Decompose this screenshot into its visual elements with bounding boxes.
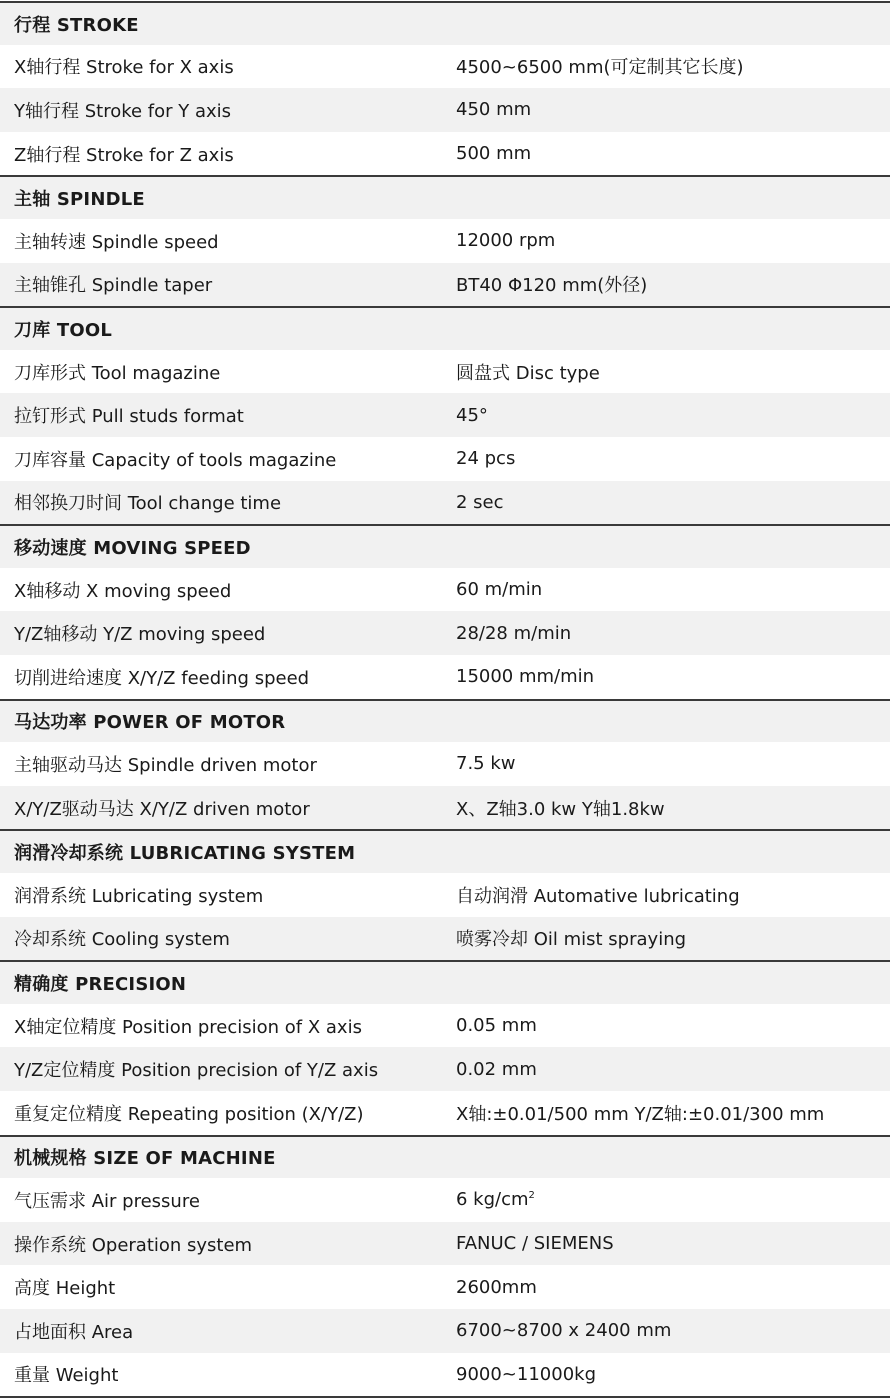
spec-value-text: 28/28 m/min [456,622,572,644]
spec-row [0,1004,890,1048]
spec-label: X轴行程 Stroke for X axis [14,57,234,79]
spec-value [456,753,516,774]
spec-row [0,88,890,132]
section-title: 行程 STROKE [14,14,139,36]
spec-value [456,579,542,600]
spec-row [0,219,890,263]
spec-value [456,448,515,469]
spec-value-text: BT40 Φ120 mm(外径) [456,275,648,297]
spec-value [456,359,600,385]
spec-value [456,230,555,251]
spec-value-text: 450 mm [456,99,532,121]
spec-value-text: 0.02 mm [456,1058,537,1080]
section-title: 精确度 PRECISION [14,973,187,995]
spec-value [456,99,531,120]
spec-label: 切削进给速度 X/Y/Z feeding speed [14,667,310,689]
spec-row [0,481,890,525]
spec-value-text: 6 kg/cm [456,1189,529,1211]
spec-row [0,655,890,699]
spec-row [0,1047,890,1091]
spec-row [0,263,890,307]
spec-value [456,53,744,79]
spec-value-text: 12000 rpm [456,230,556,252]
spec-value-text: 7.5 kw [456,753,516,775]
spec-row [0,393,890,437]
spec-row [0,1309,890,1353]
spec-label: X/Y/Z驱动马达 X/Y/Z driven motor [14,798,310,820]
spec-value [456,405,488,426]
spec-label: 拉钉形式 Pull studs format [14,406,244,428]
spec-label: Y轴行程 Stroke for Y axis [14,100,232,122]
section-title: 刀库 TOOL [14,319,113,341]
spec-value-text: 自动润滑 Automative lubricating [456,885,740,907]
spec-row [0,1178,890,1222]
spec-value [456,925,686,951]
spec-value [456,492,504,513]
section-header [0,1,890,45]
spec-value-text: 0.05 mm [456,1015,537,1037]
spec-value [456,1320,671,1341]
section-title: 主轴 SPINDLE [14,189,145,211]
spec-value [456,882,740,908]
spec-label: Y/Z轴移动 Y/Z moving speed [14,624,266,646]
spec-value-text: 喷雾冷却 Oil mist spraying [456,929,687,951]
spec-value-text: 4500~6500 mm(可定制其它长度) [456,57,744,79]
spec-value [456,1233,614,1254]
spec-label: Y/Z定位精度 Position precision of Y/Z axis [14,1060,379,1082]
spec-value-text: 2600mm [456,1276,537,1298]
spec-label: 重复定位精度 Repeating position (X/Y/Z) [14,1103,364,1125]
section-header [0,175,890,219]
spec-value [456,271,647,297]
spec-label: X轴移动 X moving speed [14,580,232,602]
section-header [0,699,890,743]
spec-label: 主轴驱动马达 Spindle driven motor [14,754,317,776]
spec-row [0,611,890,655]
spec-label: 相邻换刀时间 Tool change time [14,493,282,515]
spec-value-text: 圆盘式 Disc type [456,362,600,384]
spec-value [456,623,571,644]
spec-row [0,568,890,612]
spec-value-text: X轴:±0.01/500 mm Y/Z轴:±0.01/300 mm [456,1103,825,1125]
spec-value [456,1364,596,1385]
section-title: 马达功率 POWER OF MOTOR [14,712,286,734]
spec-label: 刀库容量 Capacity of tools magazine [14,449,337,471]
spec-value-text: 60 m/min [456,579,543,601]
spec-row [0,742,890,786]
spec-label: 主轴锥孔 Spindle taper [14,275,213,297]
spec-row [0,437,890,481]
spec-value-text: 2 sec [456,491,504,513]
section-header [0,306,890,350]
section-header [0,960,890,1004]
spec-row [0,132,890,176]
spec-row [0,350,890,394]
spec-value [456,143,531,164]
spec-row [0,45,890,89]
spec-label: 刀库形式 Tool magazine [14,362,221,384]
spec-label: 重量 Weight [14,1365,119,1387]
section-header [0,1135,890,1179]
section-title: 移动速度 MOVING SPEED [14,537,251,559]
section-title: 机械规格 SIZE OF MACHINE [14,1148,276,1170]
spec-value-text: 45° [456,404,488,426]
spec-label: X轴定位精度 Position precision of X axis [14,1016,362,1038]
spec-row [0,873,890,917]
spec-value [456,1015,537,1036]
spec-value [456,1100,824,1126]
spec-label: 操作系统 Operation system [14,1234,253,1256]
spec-value-text: 24 pcs [456,448,516,470]
spec-row [0,1265,890,1309]
spec-row [0,917,890,961]
spec-label: 润滑系统 Lubricating system [14,885,264,907]
spec-value [456,1277,537,1298]
spec-value-text: FANUC / SIEMENS [456,1233,614,1255]
spec-value [456,795,665,821]
spec-value [456,666,594,687]
spec-label: 主轴转速 Spindle speed [14,231,219,253]
spec-value-text: X、Z轴3.0 kw Y轴1.8kw [456,798,665,820]
spec-row [0,1222,890,1266]
spec-label: 高度 Height [14,1278,116,1300]
spec-value [456,1189,535,1210]
spec-row [0,1091,890,1135]
spec-label: 气压需求 Air pressure [14,1190,200,1212]
spec-value-text: 9000~11000kg [456,1363,597,1385]
spec-label: 占地面积 Area [14,1321,134,1343]
spec-value-text: 15000 mm/min [456,666,595,688]
spec-row [0,786,890,830]
section-header [0,524,890,568]
superscript: 2 [528,1190,535,1202]
spec-label: Z轴行程 Stroke for Z axis [14,144,234,166]
section-title: 润滑冷却系统 LUBRICATING SYSTEM [14,843,356,865]
spec-row [0,1353,890,1397]
spec-value-text: 6700~8700 x 2400 mm [456,1320,672,1342]
spec-value-text: 500 mm [456,143,532,165]
spec-label: 冷却系统 Cooling system [14,929,230,951]
section-header [0,829,890,873]
spec-value [456,1059,537,1080]
